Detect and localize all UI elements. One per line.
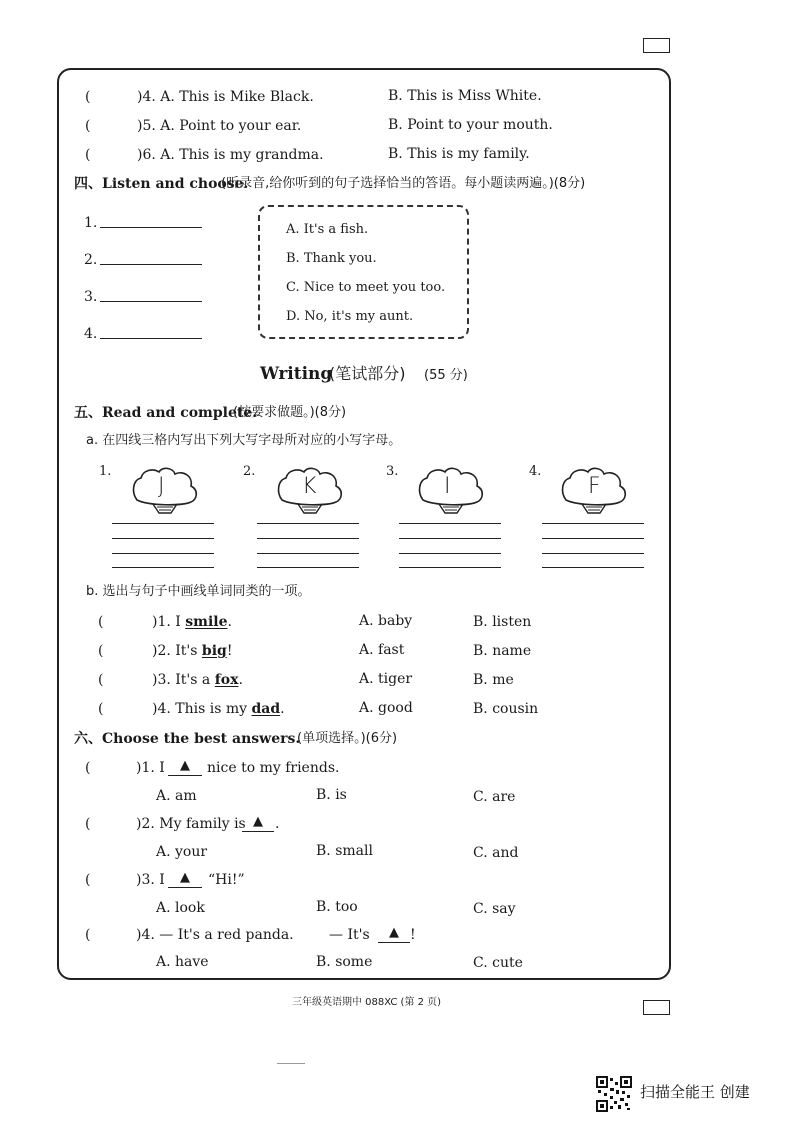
option-b: B. is — [316, 787, 347, 803]
letter-j: J — [158, 474, 165, 499]
divider — [277, 1063, 305, 1064]
option-b: B. This is my family. — [388, 146, 530, 162]
answer-number: 3. — [84, 289, 98, 305]
answer-line[interactable] — [100, 227, 202, 228]
qr-code-icon — [596, 1076, 632, 1112]
option-a: A. look — [156, 900, 205, 916]
shell-icon — [415, 466, 487, 518]
answer-blank[interactable]: ▲ — [242, 813, 274, 832]
section-4-title: 四、Listen and choose. — [74, 176, 249, 192]
question-text: )4. — It's a red panda. — [136, 927, 294, 943]
option-b: B. some — [316, 954, 373, 970]
bracket: ( — [85, 760, 91, 776]
answer-number: 1. — [84, 215, 98, 231]
option-a: A. It's a fish. — [286, 222, 369, 237]
underlined-word: fox — [214, 672, 239, 688]
writing-subtitle: (笔试部分) — [329, 364, 406, 383]
bracket: ( — [85, 872, 91, 888]
option-d: D. No, it's my aunt. — [286, 309, 414, 324]
answer-line[interactable] — [100, 301, 202, 302]
section-5-instructions: (按要求做题。)(8分) — [233, 405, 347, 420]
letter-k: K — [302, 474, 317, 499]
option-a: A. am — [156, 788, 197, 804]
bracket: ( — [98, 614, 104, 630]
option-c: C. Nice to meet you too. — [286, 280, 446, 295]
option-b: B. small — [316, 843, 373, 859]
question-text-end: nice to my friends. — [207, 760, 340, 776]
option-c: C. are — [473, 789, 516, 805]
answer-line[interactable] — [100, 264, 202, 265]
option-a: A. good — [359, 700, 413, 716]
option-b: B. listen — [473, 614, 532, 630]
letter-number: 4. — [529, 464, 542, 479]
part-b-instructions: b. 选出与句子中画线单词同类的一项。 — [86, 584, 311, 599]
question-text-end: “Hi!” — [208, 872, 245, 888]
writing-score: (55 分) — [424, 368, 468, 383]
option-b: B. This is Miss White. — [388, 88, 542, 104]
question-text: )4. This is my dad. — [152, 701, 285, 717]
bracket: ( — [85, 816, 91, 832]
shell-icon — [129, 466, 201, 518]
question-text: )1. I smile. — [152, 614, 232, 630]
bracket: ( — [98, 672, 104, 688]
letter-f: F — [588, 474, 601, 499]
section-6-title: 六、Choose the best answers. — [74, 731, 301, 747]
response-text: — It's — [329, 927, 370, 943]
bracket: ( — [98, 643, 104, 659]
letter-number: 3. — [386, 464, 399, 479]
bracket: ( — [85, 118, 91, 134]
option-a: A. your — [156, 844, 208, 860]
option-a: A. baby — [359, 613, 413, 629]
top-corner-box — [643, 38, 670, 53]
option-b: B. me — [473, 672, 514, 688]
question-text-end: ! — [410, 927, 416, 943]
answer-number: 4. — [84, 326, 98, 342]
question-text: )1. I — [136, 760, 165, 776]
bracket: ( — [98, 701, 104, 717]
question-text: )6. A. This is my grandma. — [137, 147, 324, 163]
bracket: ( — [85, 89, 91, 105]
bracket: ( — [85, 927, 91, 943]
bracket: ( — [85, 147, 91, 163]
option-a: A. tiger — [359, 671, 413, 687]
option-c: C. say — [473, 901, 516, 917]
writing-title: Writing — [260, 364, 333, 384]
page-footer: 三年级英语期中 088XC (第 2 页) — [292, 997, 442, 1008]
answer-blank[interactable]: ▲ — [168, 757, 202, 776]
part-a-instructions: a. 在四线三格内写出下列大写字母所对应的小写字母。 — [86, 433, 402, 448]
answer-line[interactable] — [100, 338, 202, 339]
answer-number: 2. — [84, 252, 98, 268]
question-text-end: . — [275, 816, 280, 832]
option-b: B. too — [316, 899, 358, 915]
underlined-word: smile — [185, 614, 228, 630]
option-b: B. Point to your mouth. — [388, 117, 553, 133]
question-text: )2. My family is — [136, 816, 246, 832]
option-b: B. cousin — [473, 701, 539, 717]
answer-blank[interactable]: ▲ — [168, 869, 202, 888]
question-text: )5. A. Point to your ear. — [137, 118, 302, 134]
question-text: )3. It's a fox. — [152, 672, 243, 688]
scanner-watermark: 扫描全能王 创建 — [640, 1083, 750, 1101]
underlined-word: dad — [251, 701, 281, 717]
option-a: A. fast — [359, 642, 405, 658]
option-a: A. have — [156, 954, 209, 970]
underlined-word: big — [201, 643, 227, 659]
question-text: )4. A. This is Mike Black. — [137, 89, 314, 105]
bottom-corner-box — [643, 1000, 670, 1015]
answer-blank[interactable]: ▲ — [378, 924, 410, 943]
section-6-instructions: (单项选择。)(6分) — [297, 731, 398, 746]
question-text: )2. It's big! — [152, 643, 233, 659]
section-5-title: 五、Read and complete. — [74, 405, 258, 421]
option-b: B. Thank you. — [286, 251, 377, 266]
section-4-instructions: (听录音,给你听到的句子选择恰当的答语。每小题读两遍。)(8分) — [221, 176, 586, 191]
option-c: C. and — [473, 845, 519, 861]
option-b: B. name — [473, 643, 532, 659]
letter-i: I — [444, 474, 451, 499]
option-c: C. cute — [473, 955, 523, 971]
letter-number: 2. — [243, 464, 256, 479]
letter-number: 1. — [99, 464, 112, 479]
question-text: )3. I — [136, 872, 165, 888]
